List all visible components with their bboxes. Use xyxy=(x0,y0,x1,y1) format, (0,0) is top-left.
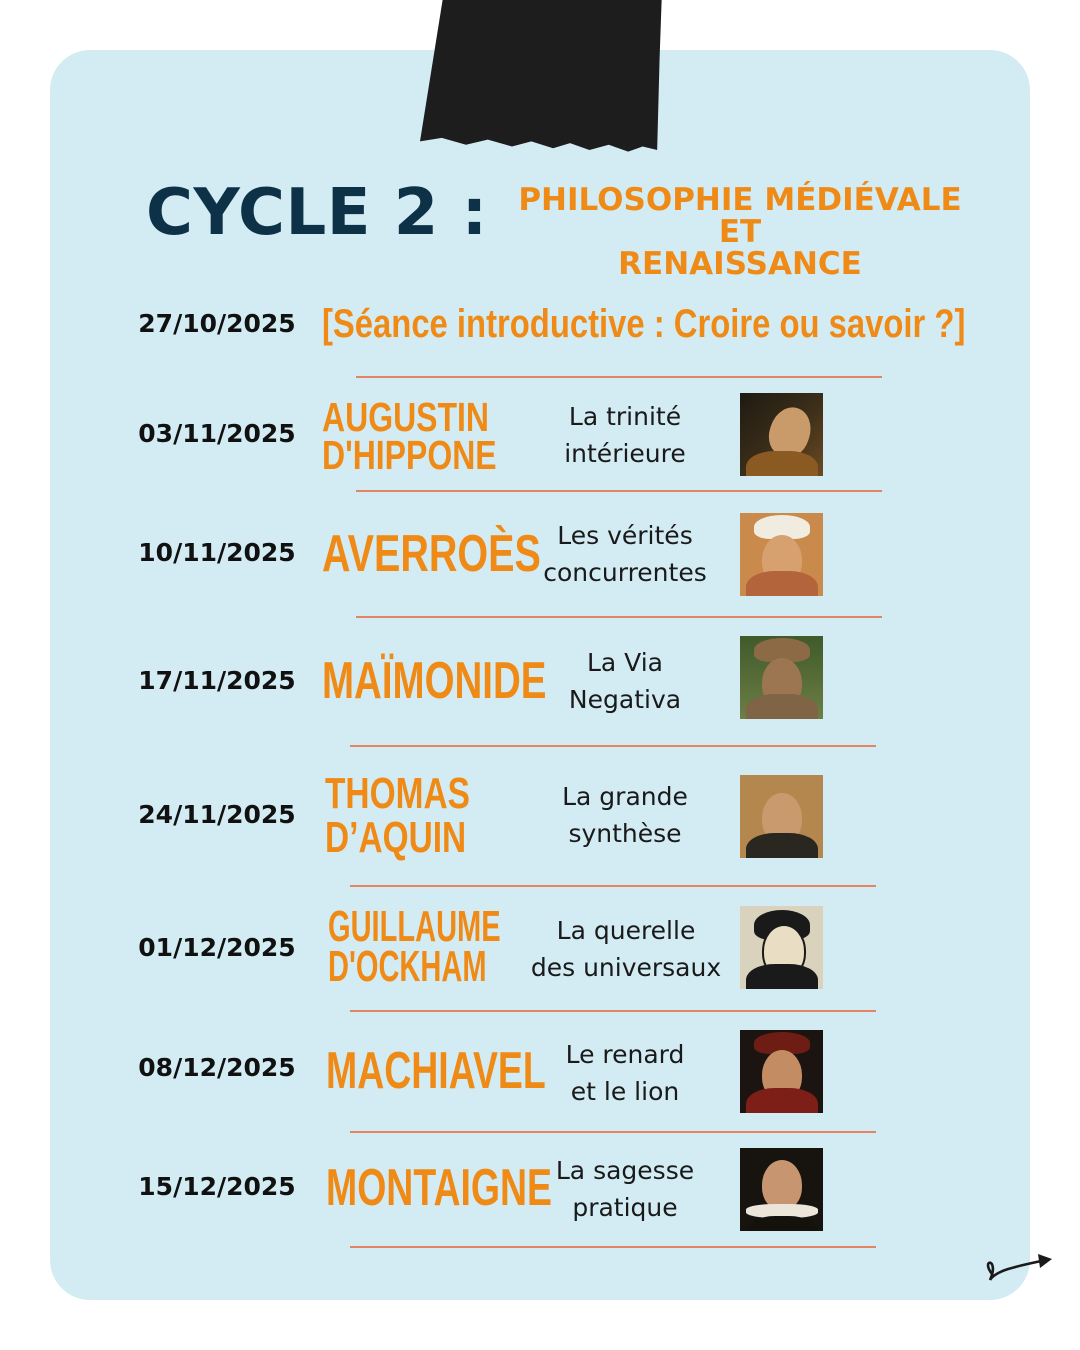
philosopher-name xyxy=(326,1042,546,1100)
intro-date: 27/10/2025 xyxy=(138,309,296,338)
subtitle-line-2: RENAISSANCE xyxy=(618,246,862,282)
session-date: 17/11/2025 xyxy=(138,666,296,695)
maimonide-portrait-icon xyxy=(740,636,823,719)
topic-line-2: pratique xyxy=(572,1193,678,1222)
topic-line-2: des universaux xyxy=(530,953,722,982)
session-topic xyxy=(520,398,730,472)
session-topic xyxy=(520,778,730,852)
session-date: 01/12/2025 xyxy=(138,933,296,962)
philosopher-name-line-2: D'HIPPONE xyxy=(322,432,497,478)
session-topic xyxy=(520,517,730,591)
row-separator xyxy=(350,1131,876,1133)
philosopher-name-line-1: MONTAIGNE xyxy=(326,1159,553,1217)
session-date: 08/12/2025 xyxy=(138,1053,296,1082)
topic-line-1: Les vérités xyxy=(557,521,693,550)
philosopher-name xyxy=(325,769,470,862)
curly-arrow-icon[interactable] xyxy=(978,1248,1058,1288)
subtitle-line-1: PHILOSOPHIE MÉDIÉVALE ET xyxy=(518,182,962,250)
philosopher-name xyxy=(322,525,541,583)
session-topic xyxy=(520,912,732,986)
row-separator xyxy=(356,616,882,618)
philosopher-name-line-1: THOMAS xyxy=(325,769,470,818)
montaigne-portrait-icon xyxy=(740,1148,823,1231)
session-date: 24/11/2025 xyxy=(138,800,296,829)
tape-strip-icon xyxy=(420,0,662,162)
topic-line-1: La Via xyxy=(586,648,663,677)
philosopher-name-line-2: D'OCKHAM xyxy=(328,942,487,991)
row-separator xyxy=(356,490,882,492)
philosopher-name-line-1: AUGUSTIN xyxy=(322,394,490,440)
session-topic xyxy=(520,1036,730,1110)
philosopher-name xyxy=(328,902,501,991)
intro-session-label: [Séance introductive : Croire ou savoir ?] xyxy=(322,302,966,346)
row-separator xyxy=(350,1010,876,1012)
philosopher-name-line-1: AVERROÈS xyxy=(322,525,541,583)
topic-line-2: synthèse xyxy=(568,819,682,848)
philosopher-name xyxy=(322,652,547,710)
topic-line-1: La grande xyxy=(562,782,688,811)
philosopher-name xyxy=(322,394,497,478)
augustin-portrait-icon xyxy=(740,393,823,476)
averroes-portrait-icon xyxy=(740,513,823,596)
session-date: 03/11/2025 xyxy=(138,419,296,448)
topic-line-2: concurrentes xyxy=(543,558,707,587)
philosopher-name-line-1: MAÏMONIDE xyxy=(322,652,547,710)
cycle-title: CYCLE 2 : xyxy=(146,176,488,250)
machiavel-portrait-icon xyxy=(740,1030,823,1113)
session-topic xyxy=(520,644,730,718)
ockham-portrait-icon xyxy=(740,906,823,989)
topic-line-2: intérieure xyxy=(564,439,686,468)
philosopher-name-line-2: D’AQUIN xyxy=(325,813,467,862)
philosopher-name-line-1: GUILLAUME xyxy=(328,902,501,951)
topic-line-2: Negativa xyxy=(568,685,682,714)
topic-line-1: La querelle xyxy=(556,916,696,945)
cycle-subtitle xyxy=(500,184,980,280)
topic-line-1: Le renard xyxy=(565,1040,685,1069)
session-date: 15/12/2025 xyxy=(138,1172,296,1201)
row-separator xyxy=(356,376,882,378)
row-separator xyxy=(350,885,876,887)
thomas-aquin-portrait-icon xyxy=(740,775,823,858)
row-separator xyxy=(350,745,876,747)
topic-line-2: et le lion xyxy=(570,1077,680,1106)
topic-line-1: La sagesse xyxy=(555,1156,695,1185)
session-date: 10/11/2025 xyxy=(138,538,296,567)
philosopher-name-line-1: MACHIAVEL xyxy=(326,1042,546,1100)
philosopher-name xyxy=(326,1159,553,1217)
row-separator xyxy=(350,1246,876,1248)
topic-line-1: La trinité xyxy=(568,402,682,431)
session-topic xyxy=(520,1152,730,1226)
